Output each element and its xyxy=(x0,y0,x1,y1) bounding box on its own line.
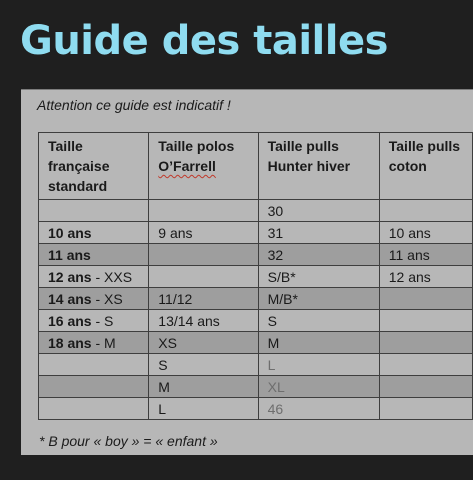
size-guide-document xyxy=(21,89,473,455)
cell-french: 10 ans xyxy=(39,222,149,244)
cell-french: 12 ans - XXS xyxy=(39,266,149,288)
table-row xyxy=(39,398,473,420)
cell-hunter: L xyxy=(258,354,379,376)
cell-polo: XS xyxy=(149,332,258,354)
header-french-size: Taille française standard xyxy=(39,133,149,200)
cell-polo: 11/12 xyxy=(149,288,258,310)
cell-coton xyxy=(379,332,472,354)
cell-polo: L xyxy=(149,398,258,420)
cell-hunter: XL xyxy=(258,376,379,398)
cell-coton xyxy=(379,200,472,222)
cell-french xyxy=(39,376,149,398)
cell-polo: 9 ans xyxy=(149,222,258,244)
cell-coton xyxy=(379,354,472,376)
cell-polo: M xyxy=(149,376,258,398)
cell-polo xyxy=(149,266,258,288)
cell-french: 14 ans - XS xyxy=(39,288,149,310)
header-polo-size: Taille polos O’Farrell xyxy=(149,133,258,200)
table-row xyxy=(39,266,473,288)
cell-polo: 13/14 ans xyxy=(149,310,258,332)
cell-french xyxy=(39,354,149,376)
cell-coton xyxy=(379,310,472,332)
cell-coton xyxy=(379,398,472,420)
cell-coton: 10 ans xyxy=(379,222,472,244)
cell-hunter: S xyxy=(258,310,379,332)
table-row xyxy=(39,222,473,244)
cell-coton xyxy=(379,376,472,398)
cell-french: 11 ans xyxy=(39,244,149,266)
page-title: Guide des tailles xyxy=(20,18,388,64)
header-row xyxy=(39,133,473,200)
table-row xyxy=(39,310,473,332)
footnote: * B pour « boy » = « enfant » xyxy=(39,433,218,449)
cell-polo xyxy=(149,200,258,222)
table-row xyxy=(39,332,473,354)
table-row xyxy=(39,288,473,310)
cell-french xyxy=(39,398,149,420)
cell-coton: 12 ans xyxy=(379,266,472,288)
cell-coton xyxy=(379,288,472,310)
size-table xyxy=(38,132,473,420)
cell-hunter: 30 xyxy=(258,200,379,222)
cell-hunter: M/B* xyxy=(258,288,379,310)
table-row xyxy=(39,244,473,266)
cell-polo xyxy=(149,244,258,266)
cell-coton: 11 ans xyxy=(379,244,472,266)
cell-polo: S xyxy=(149,354,258,376)
cell-hunter: 46 xyxy=(258,398,379,420)
table-row xyxy=(39,200,473,222)
cell-hunter: 31 xyxy=(258,222,379,244)
cell-french: 16 ans - S xyxy=(39,310,149,332)
table-row xyxy=(39,376,473,398)
disclaimer-note: Attention ce guide est indicatif ! xyxy=(37,97,231,113)
cell-hunter: 32 xyxy=(258,244,379,266)
header-hunter-pull-size: Taille pulls Hunter hiver xyxy=(258,133,379,200)
cell-hunter: S/B* xyxy=(258,266,379,288)
table-row xyxy=(39,354,473,376)
cell-hunter: M xyxy=(258,332,379,354)
cell-french xyxy=(39,200,149,222)
header-cotton-pull-size: Taille pulls coton xyxy=(379,133,472,200)
cell-french: 18 ans - M xyxy=(39,332,149,354)
